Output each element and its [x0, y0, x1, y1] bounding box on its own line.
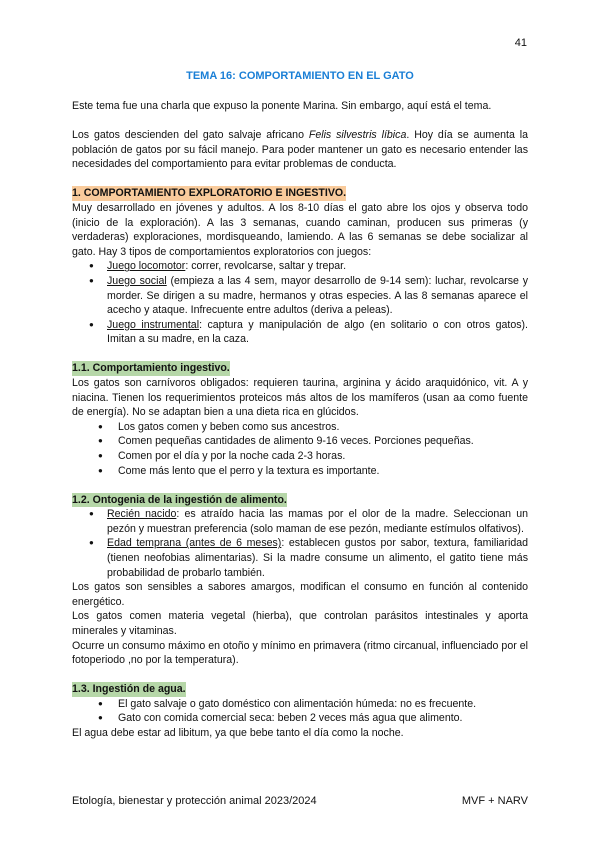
list-item: ● Edad temprana (antes de 6 meses): establecen gustos por sabor, textura, familiaridad (tienen neofobias alimentarias). Si la madre consume un alimento, el gatito tiene más probabilidad de probarlo también. — [72, 536, 528, 580]
section-text: Los gatos son carnívoros obligados: requieren taurina, arginina y ácido araquidónico, vit. A y niacina. Tienen los requerimientos proteicos más altos de los mamíferos (usan aa como fuente de energía). No se adaptan bien a una dieta rica en glúcidos. — [72, 377, 528, 419]
species-name: Felis silvestris líbica — [308, 129, 407, 142]
section-text: El agua debe estar ad libitum, ya que bebe tanto el día como la noche. — [72, 727, 404, 740]
list-item: ● Juego locomotor: correr, revolcarse, saltar y trepar. — [72, 259, 528, 274]
section-heading: 1. COMPORTAMIENTO EXPLORATORIO E INGESTIVO. — [72, 187, 347, 200]
footer-course: Etología, bienestar y protección animal 2023/2024 — [72, 795, 317, 807]
section-heading: 1.2. Ontogenia de la ingestión de alimento. — [72, 493, 287, 506]
list-item: ● Juego instrumental: captura y manipulación de algo (en solitario o con otros gatos). Imitan a su madre, en la caza. — [72, 318, 528, 347]
list-item: ● Come más lento que el perro y la textura es importante. — [72, 464, 528, 479]
list-item: ● El gato salvaje o gato doméstico con alimentación húmeda: no es frecuente. — [72, 697, 528, 712]
section-text: Ocurre un consumo máximo en otoño y mínimo en primavera (ritmo circanual, influenciado por el fotoperiodo ,no por la temperatura). — [72, 639, 528, 667]
ontogeny-list — [72, 507, 528, 580]
document-title: TEMA 16: COMPORTAMIENTO EN EL GATO — [186, 70, 414, 82]
section-1-3 — [72, 682, 528, 740]
footer-authors: MVF + NARV — [461, 795, 528, 807]
list-item: ● Los gatos comen y beben como sus ancestros. — [72, 420, 528, 435]
water-list — [72, 697, 528, 726]
section-1-1 — [72, 361, 528, 478]
section-heading: 1.3. Ingestión de agua. — [72, 683, 186, 696]
page-number: 41 — [514, 37, 527, 49]
list-item: ● Juego social (empieza a las 4 sem, mayor desarrollo de 9-14 sem): luchar, revolcarse y morder. Se dirigen a su madre, hermanos y otras especies. A las 8 semanas aparece el acecho y ataque. Infrecuente entre adultos (deriva a peleas). — [72, 274, 528, 318]
section-text: Muy desarrollado en jóvenes y adultos. A los 8-10 días el gato abre los ojos y observa todo (inicio de la exploración). A las 3 semanas, cuando caminan, producen sus primeras (y verdaderas) exploraciones, mordisqueando, lamiendo. A las 6 semanas se debe socializar al gato. Hay 3 tipos de comportamientos exploratorios con juegos: — [72, 201, 528, 258]
list-item: ● Gato con comida comercial seca: beben 2 veces más agua que alimento. — [72, 711, 528, 726]
ingestive-list — [72, 420, 528, 478]
play-types-list — [72, 259, 528, 347]
section-1-2 — [72, 493, 528, 668]
intro-paragraph-1: Este tema fue una charla que expuso la ponente Marina. Sin embargo, aquí está el tema. — [72, 100, 492, 112]
section-text: Los gatos son sensibles a sabores amargos, modifican el consumo en función al contenido energético. — [72, 581, 528, 608]
list-item: ● Comen por el día y por la noche cada 2-3 horas. — [72, 449, 528, 464]
section-heading: 1.1. Comportamiento ingestivo. — [72, 362, 230, 375]
section-1 — [72, 186, 528, 347]
intro-paragraph-2: Los gatos descienden del gato salvaje africano Felis silvestris líbica. Hoy día se aumenta la población de gatos por su fácil manejo. Para poder mantener un gato es necesario entender las necesidades del comportamiento para evitar problemas de conducta. — [72, 129, 528, 171]
page-footer — [72, 795, 528, 807]
section-text: Los gatos comen materia vegetal (hierba), que controlan parásitos intestinales y aporta minerales y vitaminas. — [72, 610, 528, 637]
document-body — [72, 99, 528, 741]
list-item: ● Comen pequeñas cantidades de alimento 9-16 veces. Porciones pequeñas. — [72, 434, 528, 449]
list-item: ● Recién nacido: es atraído hacia las mamas por el olor de la madre. Seleccionan un pezón y muestran preferencia (solo maman de ese pezón, mediante estímulos olfativos). — [72, 507, 528, 536]
